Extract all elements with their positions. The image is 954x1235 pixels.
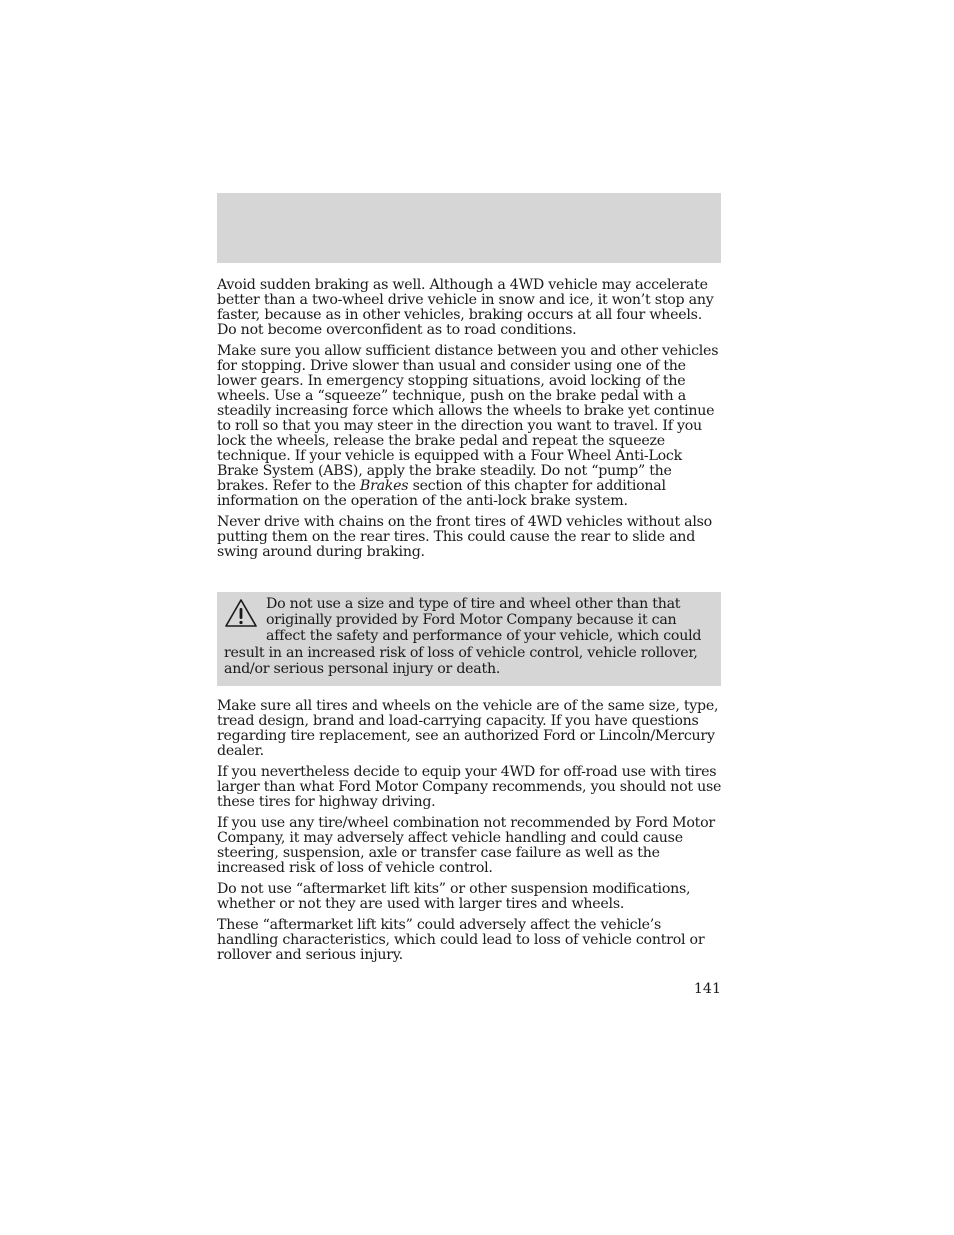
paragraph-lift-kits-effects: These “aftermarket lift kits” could adversely affect the vehicle’s handling characteristics, which could lead to loss of vehicle control or rollover and serious injury. — [217, 917, 705, 963]
chapter-header-band — [217, 193, 721, 263]
paragraph-larger-tires: If you nevertheless decide to equip your 4WD for off-road use with tires larger than what Ford Motor Company recommends, you should not use these tires for highway driving. — [217, 764, 722, 810]
paragraph-stopping-distance — [217, 344, 723, 509]
tires-section — [217, 699, 723, 969]
paragraph-same-size-tires: Make sure all tires and wheels on the vehicle are of the same size, type, tread design, brand and load-carrying capacity. If you have questions regarding tire replacement, see an authorized Ford or Lincoln/Mercury dealer. — [217, 698, 719, 759]
warning-triangle-icon — [224, 597, 258, 629]
paragraph-chains: Never drive with chains on the front tires of 4WD vehicles without also putting them on the rear tires. This could cause the rear to slide and swing around during braking. — [217, 514, 712, 560]
brakes-reference: Brakes — [359, 478, 409, 494]
page-number: 141 — [693, 981, 721, 997]
paragraph-lift-kits: Do not use “aftermarket lift kits” or other suspension modifications, whether or not they are used with larger tires and wheels. — [217, 881, 691, 912]
stopping-text-end: section of this chapter for additional information on the operation of the anti-lock brake system. — [217, 478, 666, 509]
warning-text: Do not use a size and type of tire and wheel other than that originally provided by Ford Motor Company because it can affect the safety and performance of your vehicle, which could result in an increased risk of loss of vehicle control, vehicle rollover, and/or serious personal injury or death. — [224, 596, 702, 677]
warning-box — [217, 592, 721, 686]
braking-section — [217, 278, 723, 566]
paragraph-sudden-braking: Avoid sudden braking as well. Although a 4WD vehicle may accelerate better than a two-wheel drive vehicle in snow and ice, it won’t stop any faster, because as in other vehicles, braking occurs at all four wheels. Do not become overconfident as to road conditions. — [217, 277, 714, 338]
stopping-text-start: Make sure you allow sufficient distance between you and other vehicles for stopping. Drive slower than usual and consider using one of the lower gears. In emergency stopping situations, avoid locking of the wheels. Use a “squeeze” technique, push on the brake pedal with a steadily increasing force which allows the wheels to brake yet continue to roll so that you may steer in the direction you want to travel. If you lock the wheels, release the brake pedal and repeat the squeeze technique. If your vehicle is equipped with a Four Wheel Anti-Lock Brake System (ABS), apply the brake steadily. Do not “pump” the brakes. Refer to the — [217, 343, 719, 494]
paragraph-tire-combination: If you use any tire/wheel combination not recommended by Ford Motor Company, it may adversely affect vehicle handling and could cause steering, suspension, axle or transfer case failure as well as the increased risk of loss of vehicle control. — [217, 815, 715, 876]
